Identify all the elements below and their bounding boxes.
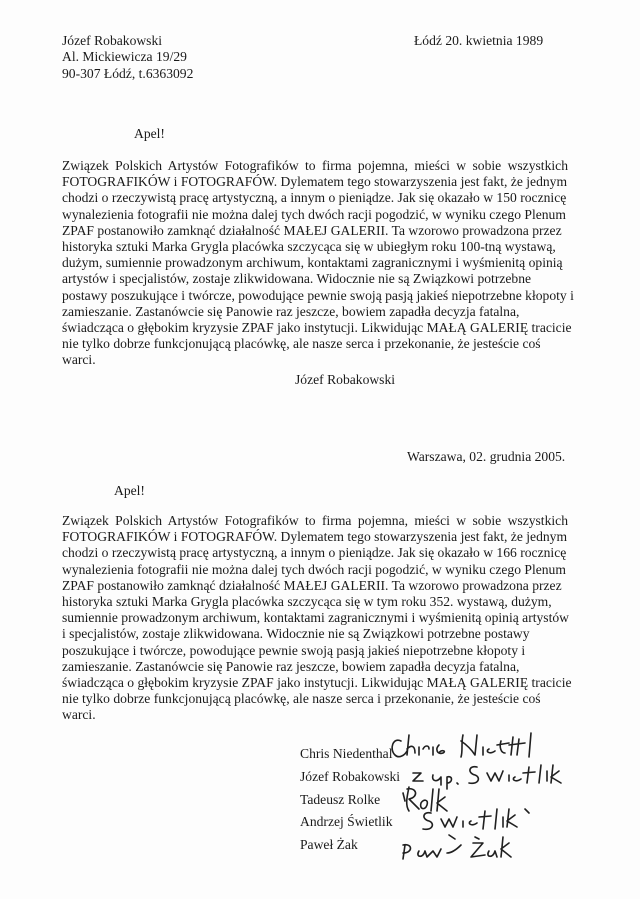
letter2-line: zamieszanie. Zastanówcie się Panowie raz jeszcze, bowiem zapadła decyzja fatalna, (62, 658, 520, 674)
signatory-name: Paweł Żak (300, 837, 358, 853)
signatory-name: Tadeusz Rolke (300, 791, 381, 807)
letter1-line: zamieszanie. Zastanówcie się Panowie raz jeszcze, bowiem zapadła decyzja fatalna, (62, 303, 520, 319)
letter1-line: Związek Polskich Artystów Fotografików to firma pojemna, mieści w sobie wszystkich (62, 158, 568, 173)
letter2-body (62, 513, 572, 723)
letter1-body (62, 158, 572, 368)
letter1-line: artystów i specjalistów, zostaje zlikwidowana. Widocznie nie są Związkowi potrzebne (62, 271, 532, 287)
letter2-line: wynalezienia fotografii nie można dalej tych dwóch racji pogodzić, w wyniku czego Plenum (62, 561, 566, 577)
handwritten-signature (392, 733, 531, 757)
handwritten-signature (403, 835, 511, 859)
letter1-line: wynalezienia fotografii nie można dalej tych dwóch racji pogodzić, w wyniku czego Plenum (62, 206, 566, 222)
letter2-line: FOTOGRAFIKÓW i FOTOGRAFÓW. Dylematem tego stowarzyszenia jest fakt, że jednym (62, 529, 568, 545)
letter1-line: świadcząca o głębokim kryzysie ZPAF jako instytucji. Likwidując MAŁĄ GALERIĘ tracicie (62, 319, 572, 335)
handwritten-signatures (385, 727, 585, 877)
letter2-heading: Apel! (114, 483, 145, 498)
letter2-line: warci. (62, 707, 96, 723)
letter1-signature: Józef Robakowski (295, 372, 396, 387)
letter2-line: historyka sztuki Marka Grygla placówka szczycąca się w tym roku 352. wystawą, dużym, (62, 593, 552, 609)
letter2-line: chodzi o rzeczywistą pracę artystyczną, a innym o pieniądze. Jak się okazało w 166 rocznicę (62, 545, 567, 561)
signatory-name: Andrzej Świetlik (300, 814, 393, 830)
sender-address: Al. Mickiewicza 19/29 (62, 49, 187, 65)
letter1-date: Łódź 20. kwietnia 1989 (414, 33, 544, 48)
letter1-line: ZPAF postanowiło zamknąć działalność MAŁEJ GALERII. Ta wzorowo prowadzona przez (62, 222, 562, 238)
letter2-line: ZPAF postanowiło zamknąć działalność MAŁEJ GALERII. Ta wzorowo prowadzona przez (62, 577, 562, 593)
sender-block (62, 33, 193, 82)
handwritten-signature (413, 765, 561, 789)
letter2-date: Warszawa, 02. grudnia 2005. (407, 449, 566, 464)
sender-city-phone: 90-307 Łódź, t.6363092 (62, 65, 194, 81)
letter2-line: nie tylko dobrze funkcjonującą placówkę, ale nasze serca i przekonanie, że jesteście coś (62, 691, 541, 707)
handwritten-signature (423, 809, 529, 829)
letter2-line: poszukujące i twórcze, powodujące pewnie swoją pasją jakieś niepotrzebne kłopoty i (62, 642, 526, 658)
letter1-heading: Apel! (134, 126, 165, 141)
letter1-line: warci. (62, 352, 96, 368)
signatory-name: Józef Robakowski (300, 768, 401, 784)
letter2-line: Związek Polskich Artystów Fotografików to firma pojemna, mieści w sobie wszystkich (62, 513, 568, 528)
letter1-line: historyka sztuki Marka Grygla placówka szczycąca się w ubiegłym roku 100-tną wystawą, (62, 238, 556, 254)
signatory-name: Chris Niedenthal (300, 746, 393, 761)
handwritten-signature (403, 787, 447, 811)
letter2-line: sumiennie prowadzonym archiwum, kontaktami zagranicznymi i wyśmienitą opinią artystów (62, 610, 569, 626)
letter1-line: chodzi o rzeczywistą pracę artystyczną, a innym o pieniądze. Jak się okazało w 150 rocznicę (62, 190, 567, 206)
letter1-line: dużym, sumiennie prowadzonym archiwum, kontaktami zagranicznymi i wyśmienitą opinią (62, 255, 563, 271)
sender-name: Józef Robakowski (62, 33, 163, 48)
letter1-line: nie tylko dobrze funkcjonującą placówkę, ale nasze serca i przekonanie, że jesteście coś (62, 336, 541, 352)
letter1-line: postawy poszukujące i twórcze, powodujące pewnie swoją pasją jakieś niepotrzebne kłopoty i (62, 287, 574, 303)
letter2-line: świadcząca o głębokim kryzysie ZPAF jako instytucji. Likwidując MAŁĄ GALERIĘ tracicie (62, 674, 572, 690)
letter2-line: i specjalistów, zostaje zlikwidowana. Widocznie nie są Związkowi potrzebne postawy (62, 626, 530, 642)
letter1-line: FOTOGRAFIKÓW i FOTOGRAFÓW. Dylematem tego stowarzyszenia jest fakt, że jednym (62, 174, 568, 190)
